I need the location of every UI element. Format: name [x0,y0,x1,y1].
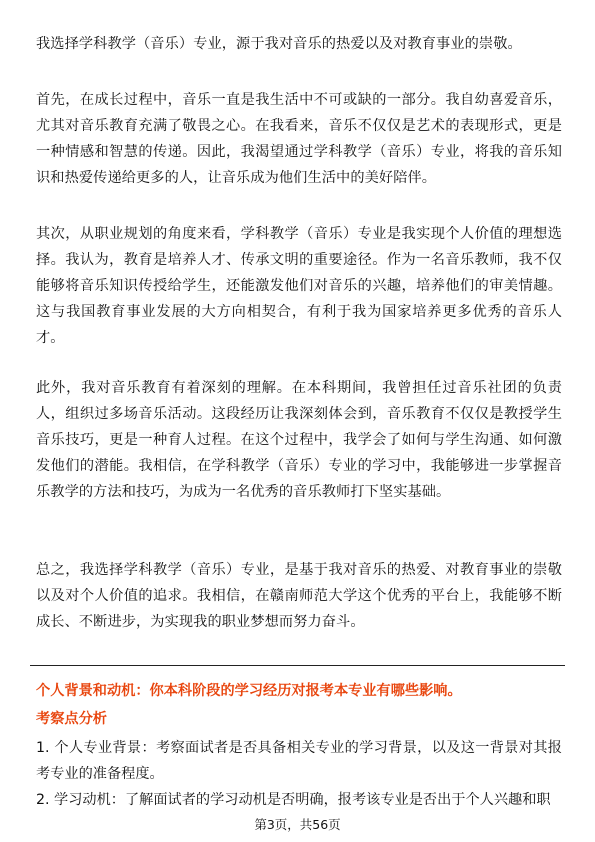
paragraph-third: 此外，我对音乐教育有着深刻的理解。在本科期间，我曾担任过音乐社团的负责人，组织过多场音乐活动。这段经历让我深刻体会到，音乐教育不仅仅是教授学生音乐技巧，更是一种育人过程。在这个过程中，我学会了如何与学生沟通、如何激发他们的潜能。我相信，在学科教学（音乐）专业的学习中，我能够进一步掌握音乐教学的方法和技巧，为成为一名优秀的音乐教师打下坚实基础。 [36,380,562,500]
paragraph-conclusion: 总之，我选择学科教学（音乐）专业，是基于我对音乐的热爱、对教育事业的崇敬以及对个人价值的追求。我相信，在赣南师范大学这个优秀的平台上，我能够不断成长、不断进步，为实现我的职业梦想而努力奋斗。 [36,562,562,630]
paragraph-first: 首先，在成长过程中，音乐一直是我生活中不可或缺的一部分。我自幼喜爱音乐，尤其对音乐教育充满了敬畏之心。在我看来，音乐不仅仅是艺术的表现形式，更是一种情感和智慧的传递。因此，我渴望通过学科教学（音乐）专业，将我的音乐知识和热爱传递给更多的人，让音乐成为他们生活中的美好陪伴。 [36,92,562,186]
paragraph-intro: 我选择学科教学（音乐）专业，源于我对音乐的热爱以及对教育事业的崇敬。 [36,36,522,52]
analysis-heading: 考察点分析 [36,711,107,727]
page-footer: 第3页，共56页 [254,817,341,832]
analysis-point-1: 1. 个人专业背景：考察面试者是否具备相关专业的学习背景，以及这一背景对其报考专业的准备程度。 [36,740,562,782]
paragraph-second: 其次，从职业规划的角度来看，学科教学（音乐）专业是我实现个人价值的理想选择。我认为，教育是培养人才、传承文明的重要途径。作为一名音乐教师，我不仅能够将音乐知识传授给学生，还能激发他们对音乐的兴趣，培养他们的审美情趣。这与我国教育事业发展的大方向相契合，有利于我为国家培养更多优秀的音乐人才。 [36,226,562,346]
section-divider [30,665,565,666]
interview-question: 个人背景和动机：你本科阶段的学习经历对报考本专业有哪些影响。 [36,683,462,699]
analysis-point-2: 2. 学习动机：了解面试者的学习动机是否明确，报考该专业是否出于个人兴趣和职 [36,792,551,808]
